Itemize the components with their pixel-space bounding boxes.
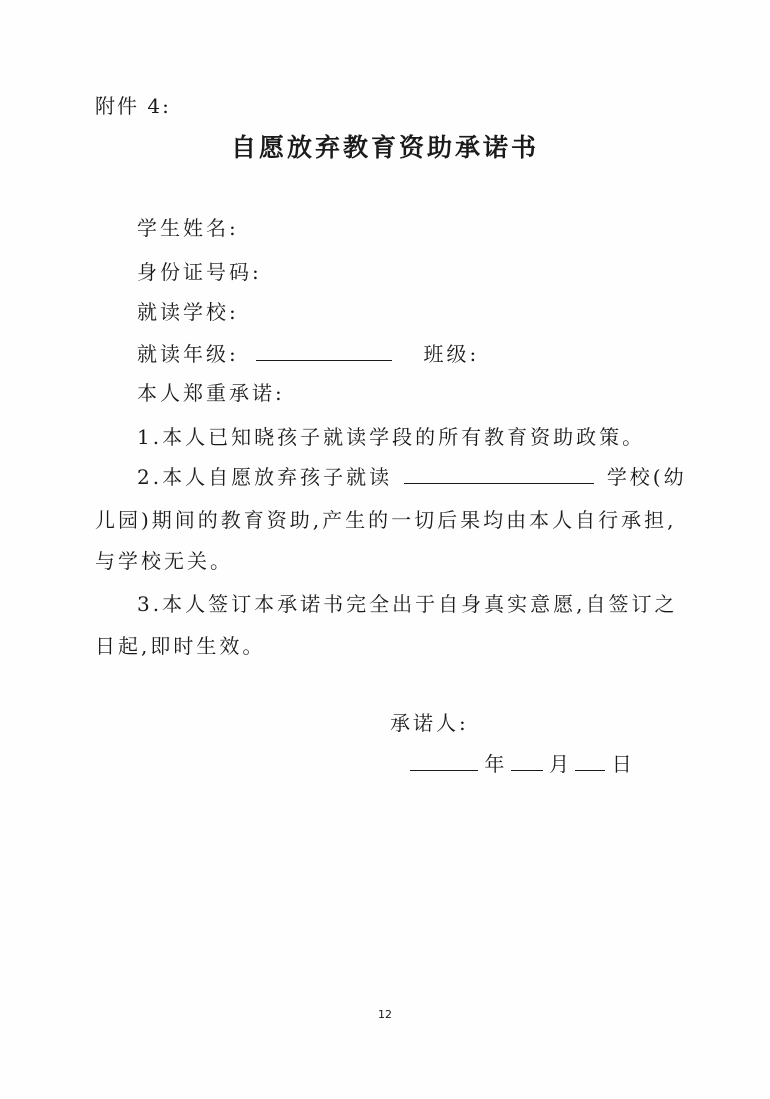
school-name-blank-line: [404, 463, 594, 484]
date-row: [410, 748, 632, 777]
school-label: 就读学校:: [137, 300, 239, 324]
month-blank-line: [511, 750, 543, 771]
item2-text-start: 2.本人自愿放弃孩子就读: [137, 465, 393, 489]
pledge-item-1: 1.本人已知晓孩子就读学段的所有教育资助政策。: [137, 425, 646, 449]
grade-row: [137, 338, 479, 367]
month-label: 月: [549, 752, 570, 776]
signer-label: 承诺人:: [390, 711, 469, 735]
item2-text-end: 学校(幼: [606, 465, 687, 489]
grade-label: 就读年级:: [137, 342, 239, 366]
attachment-label: 附件 4:: [95, 94, 171, 118]
grade-blank-line: [256, 340, 392, 361]
day-label: 日: [611, 752, 632, 776]
pledge-item-3-line2: 日起,即时生效。: [95, 634, 266, 658]
class-label: 班级:: [423, 342, 480, 366]
pledge-item-2-line2: 儿园)期间的教育资助,产生的一切后果均由本人自行承担,: [95, 508, 677, 532]
pledge-intro: 本人郑重承诺:: [137, 381, 285, 405]
pledge-item-2-line1: [137, 461, 687, 490]
id-number-label: 身份证号码:: [137, 260, 262, 284]
document-title: 自愿放弃教育资助承诺书: [230, 133, 539, 162]
year-blank-line: [410, 750, 478, 771]
pledge-item-2-line3: 与学校无关。: [95, 549, 233, 573]
year-label: 年: [484, 752, 505, 776]
page-number: 12: [378, 1008, 392, 1021]
student-name-label: 学生姓名:: [137, 216, 239, 240]
day-blank-line: [575, 750, 605, 771]
pledge-item-3-line1: 3.本人签订本承诺书完全出于自身真实意愿,自签订之: [137, 592, 678, 616]
